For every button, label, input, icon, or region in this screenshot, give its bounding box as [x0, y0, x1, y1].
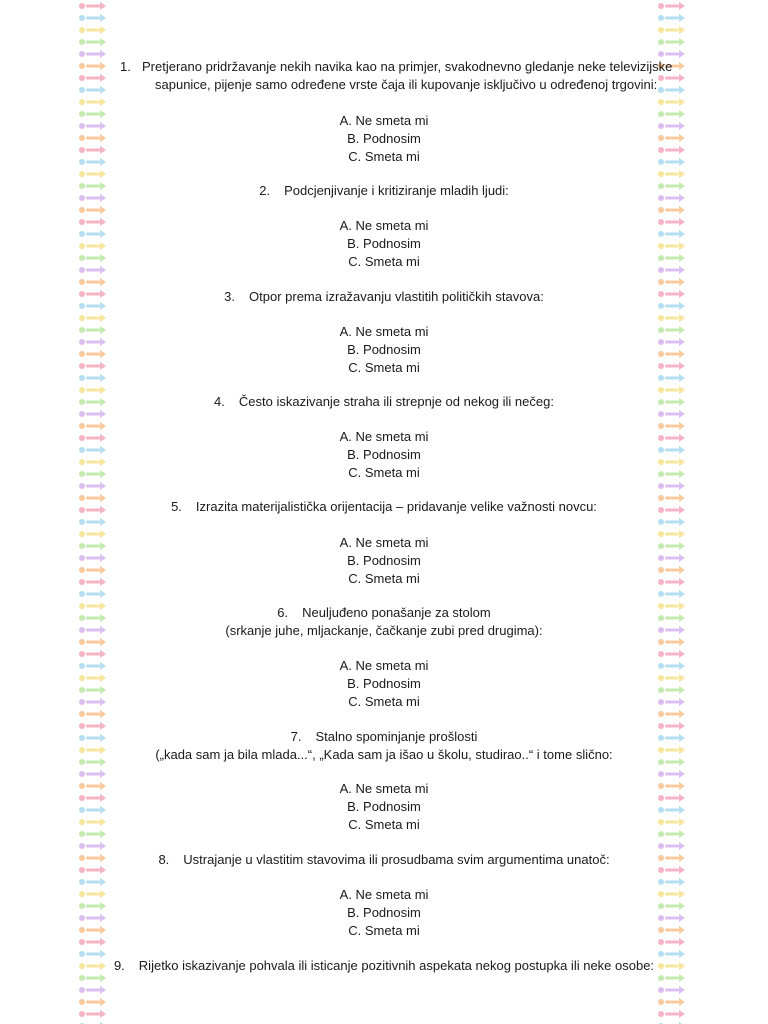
answer-a[interactable]: A. Ne smeta mi: [339, 781, 429, 796]
answer-options-2: [110, 217, 658, 271]
answer-options-7: [110, 780, 658, 834]
answer-a[interactable]: A. Ne smeta mi: [339, 535, 429, 550]
question-subtext: („kada sam ja bila mlada...“, „Kada sam ja išao u školu, studirao..“ i tome slično:: [155, 747, 613, 762]
question-text: Rijetko iskazivanje pohvala ili isticanje pozitivnih aspekata nekog postupka ili neke osobe:: [138, 958, 655, 973]
answer-b[interactable]: B. Podnosim: [347, 676, 421, 691]
question-text: Ustrajanje u vlastitim stavovima ili prosudbama svim argumentima unatoč:: [183, 852, 610, 867]
question-number: 4.: [214, 394, 225, 409]
answer-c[interactable]: C. Smeta mi: [348, 149, 420, 164]
question-number: 9.: [113, 958, 125, 973]
answer-a[interactable]: A. Ne smeta mi: [339, 324, 429, 339]
question-4: [110, 393, 658, 411]
question-subtext: (srkanje juhe, mljackanje, čačkanje zubi pred drugima):: [225, 623, 543, 638]
answer-b[interactable]: B. Podnosim: [347, 447, 421, 462]
answer-a[interactable]: A. Ne smeta mi: [339, 887, 429, 902]
question-text: Otpor prema izražavanju vlastitih političkih stavova:: [249, 289, 544, 304]
question-number: 7.: [290, 729, 302, 744]
answer-b[interactable]: B. Podnosim: [347, 236, 421, 251]
question-number: 8.: [158, 852, 170, 867]
answer-b[interactable]: B. Podnosim: [347, 905, 421, 920]
answer-c[interactable]: C. Smeta mi: [348, 817, 420, 832]
question-number: 3.: [224, 289, 236, 304]
answer-options-4: [110, 428, 658, 482]
answer-a[interactable]: A. Ne smeta mi: [339, 658, 429, 673]
question-number: 1.: [120, 59, 131, 74]
question-3: [110, 288, 658, 306]
answer-c[interactable]: C. Smeta mi: [348, 254, 420, 269]
answer-a[interactable]: A. Ne smeta mi: [339, 218, 429, 233]
question-6: [110, 604, 658, 640]
question-text-continued: sapunice, pijenje samo određene vrste čaja ili kupovanje isključivo u određenoj trgovini:: [155, 77, 658, 92]
question-9: [110, 957, 658, 975]
decorative-border-right: [657, 0, 687, 1024]
answer-c[interactable]: C. Smeta mi: [348, 571, 420, 586]
document-page: [110, 0, 673, 1024]
decorative-border-left: [78, 0, 108, 1024]
answer-b[interactable]: B. Podnosim: [347, 342, 421, 357]
question-2: [110, 182, 658, 200]
answer-b[interactable]: B. Podnosim: [347, 553, 421, 568]
question-text: Neuljuđeno ponašanje za stolom: [302, 605, 491, 620]
question-text: Izrazita materijalistička orijentacija – pridavanje velike važnosti novcu:: [195, 499, 597, 514]
question-1: [120, 58, 690, 94]
answer-a[interactable]: A. Ne smeta mi: [339, 113, 429, 128]
question-text: Stalno spominjanje prošlosti: [315, 729, 478, 744]
question-7: [110, 728, 658, 764]
question-number: 6.: [277, 605, 289, 620]
answer-options-1: [110, 112, 658, 166]
question-text: Pretjerano pridržavanje nekih navika kao na primjer, svakodnevno gledanje neke televizijske: [142, 59, 673, 74]
answer-b[interactable]: B. Podnosim: [347, 799, 421, 814]
answer-a[interactable]: A. Ne smeta mi: [339, 429, 429, 444]
answer-c[interactable]: C. Smeta mi: [348, 465, 420, 480]
answer-options-6: [110, 657, 658, 711]
question-8: [110, 851, 658, 869]
answer-c[interactable]: C. Smeta mi: [348, 694, 420, 709]
answer-options-5: [110, 534, 658, 588]
answer-c[interactable]: C. Smeta mi: [348, 923, 420, 938]
answer-options-3: [110, 323, 658, 377]
answer-b[interactable]: B. Podnosim: [347, 131, 421, 146]
question-number: 2.: [259, 183, 271, 198]
question-text: Podcjenjivanje i kritiziranje mladih ljudi:: [284, 183, 509, 198]
question-text: Često iskazivanje straha ili strepnje od nekog ili nečeg:: [238, 394, 554, 409]
question-5: [110, 498, 658, 516]
answer-c[interactable]: C. Smeta mi: [348, 360, 420, 375]
answer-options-8: [110, 886, 658, 940]
question-number: 5.: [171, 499, 182, 514]
